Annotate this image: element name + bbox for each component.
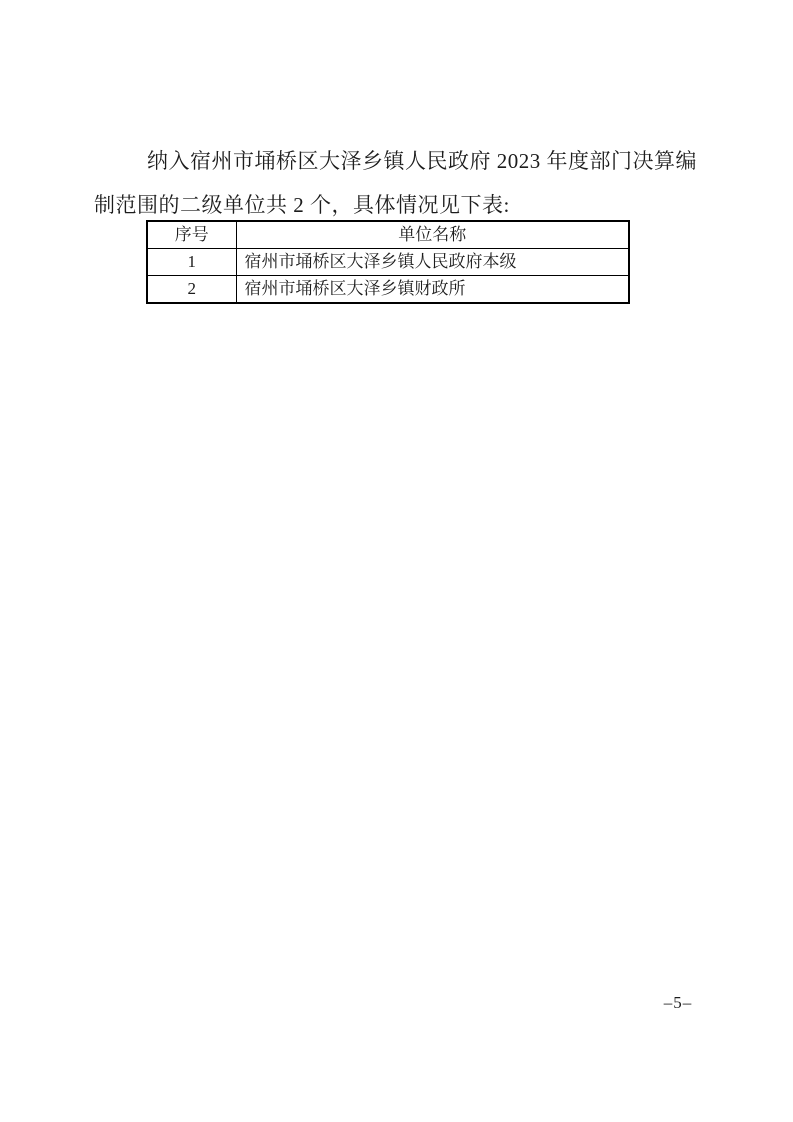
table-header-unit-name: 单位名称 [236, 221, 629, 249]
table-header-seq: 序号 [147, 221, 236, 249]
row-seq: 2 [147, 276, 236, 304]
table-row [147, 276, 629, 304]
row-unit-name: 宿州市埇桥区大泽乡镇财政所 [236, 276, 629, 304]
body-paragraph [94, 139, 697, 227]
table-row [147, 249, 629, 276]
table-header-row [147, 221, 629, 249]
page-number: –5– [663, 993, 693, 1012]
row-unit-name: 宿州市埇桥区大泽乡镇人民政府本级 [236, 249, 629, 276]
row-seq: 1 [147, 249, 236, 276]
units-table [146, 220, 630, 304]
paragraph-line-2: 制范围的二级单位共 2 个，具体情况见下表: [94, 193, 510, 217]
paragraph-line-1: 纳入宿州市埇桥区大泽乡镇人民政府 2023 年度部门决算编 [147, 149, 697, 173]
